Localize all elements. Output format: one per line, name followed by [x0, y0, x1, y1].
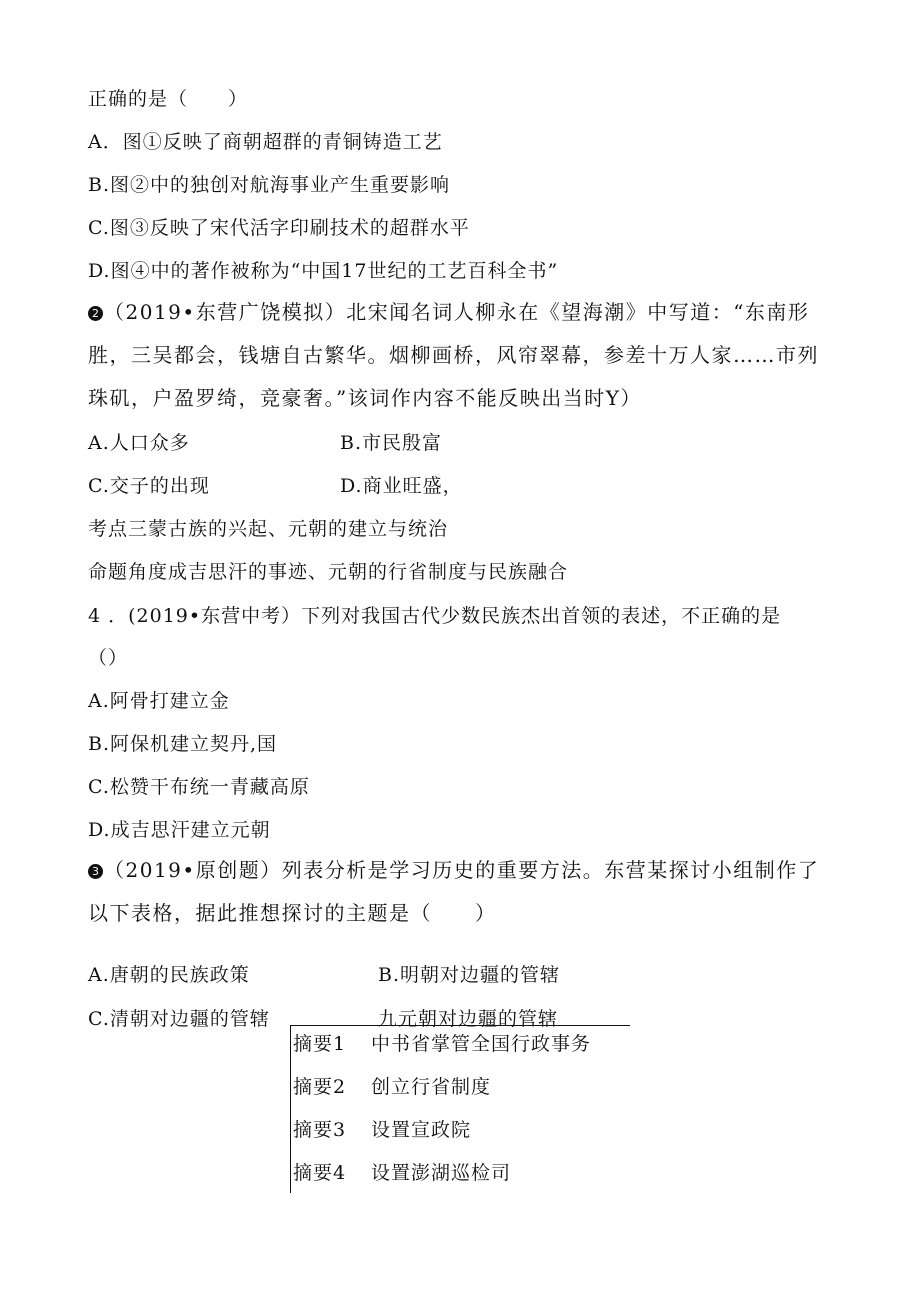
question-2	[88, 291, 840, 420]
question-4-stem: 4 ．(2019•东营中考）下列对我国古代少数民族杰出首领的表述，不正确的是	[88, 605, 782, 627]
row-text: 设置宣政院	[371, 1119, 472, 1141]
row-label: 摘要1	[293, 1033, 347, 1055]
kaodian-heading: 考点三蒙古族的兴起、元朝的建立与统治	[88, 518, 449, 540]
question-number-badge: 3	[88, 864, 103, 879]
q2-option-a: A.人口众多	[88, 432, 190, 454]
option-c: C.图③反映了宋代活字印刷技术的超群水平	[88, 217, 470, 239]
option-a: A．图①反映了商朝超群的青铜铸造工艺	[88, 131, 443, 153]
q4-option-b: B.阿保机建立契丹,国	[88, 733, 278, 755]
question-stem-tail: 正确的是（ ）	[88, 88, 249, 110]
q4-option-d: D.成吉思汗建立元朝	[88, 819, 271, 841]
question-number-badge: 2	[88, 306, 103, 321]
question-3	[88, 849, 840, 935]
question-2-stem: （2019•东营广饶模拟）北宋闻名词人柳永在《望海潮》中写道：“东南形胜，三吴都会，钱塘自古繁华。烟柳画桥，风帘翠幕，参差十万人家……市列珠矶，户盈罗绮，竞豪奢。”该词作内容不能反映出当时Y）	[88, 300, 819, 410]
q2-option-b: B.市民殷富	[340, 432, 443, 454]
row-text: 中书省掌管全国行政事务	[371, 1033, 592, 1055]
summary-table	[290, 1025, 630, 1193]
row-label: 摘要4	[293, 1162, 347, 1184]
row-label: 摘要2	[293, 1076, 347, 1098]
q2-option-d: D.商业旺盛，	[340, 475, 463, 497]
question-3-stem: （2019•原创题）列表分析是学习历史的重要方法。东营某探讨小组制作了以下表格，据此推想探讨的主题是（ ）	[88, 858, 820, 925]
row-text: 设置澎湖巡检司	[371, 1162, 512, 1184]
option-d: D.图④中的著作被称为“中国17世纪的工艺百科全书”	[88, 260, 559, 282]
q3-option-d: 九元朝对边疆的管辖	[378, 1008, 559, 1030]
row-label: 摘要3	[293, 1119, 347, 1141]
q4-option-a: A.阿骨打建立金	[88, 690, 230, 712]
q4-option-c: C.松赞干布统一青藏高原	[88, 776, 310, 798]
q3-option-c: C.清朝对边疆的管辖	[88, 1008, 270, 1030]
option-b: B.图②中的独创对航海事业产生重要影响	[88, 174, 451, 196]
q3-option-a: A.唐朝的民族政策	[88, 964, 250, 986]
mingti-heading: 命题角度成吉思汗的事迹、元朝的行省制度与民族融合	[88, 561, 569, 583]
q2-option-c: C.交子的出现	[88, 475, 210, 497]
row-text: 创立行省制度	[371, 1076, 492, 1098]
question-4-paren: （）	[88, 647, 129, 669]
q3-option-b: B.明朝对边疆的管辖	[378, 964, 561, 986]
